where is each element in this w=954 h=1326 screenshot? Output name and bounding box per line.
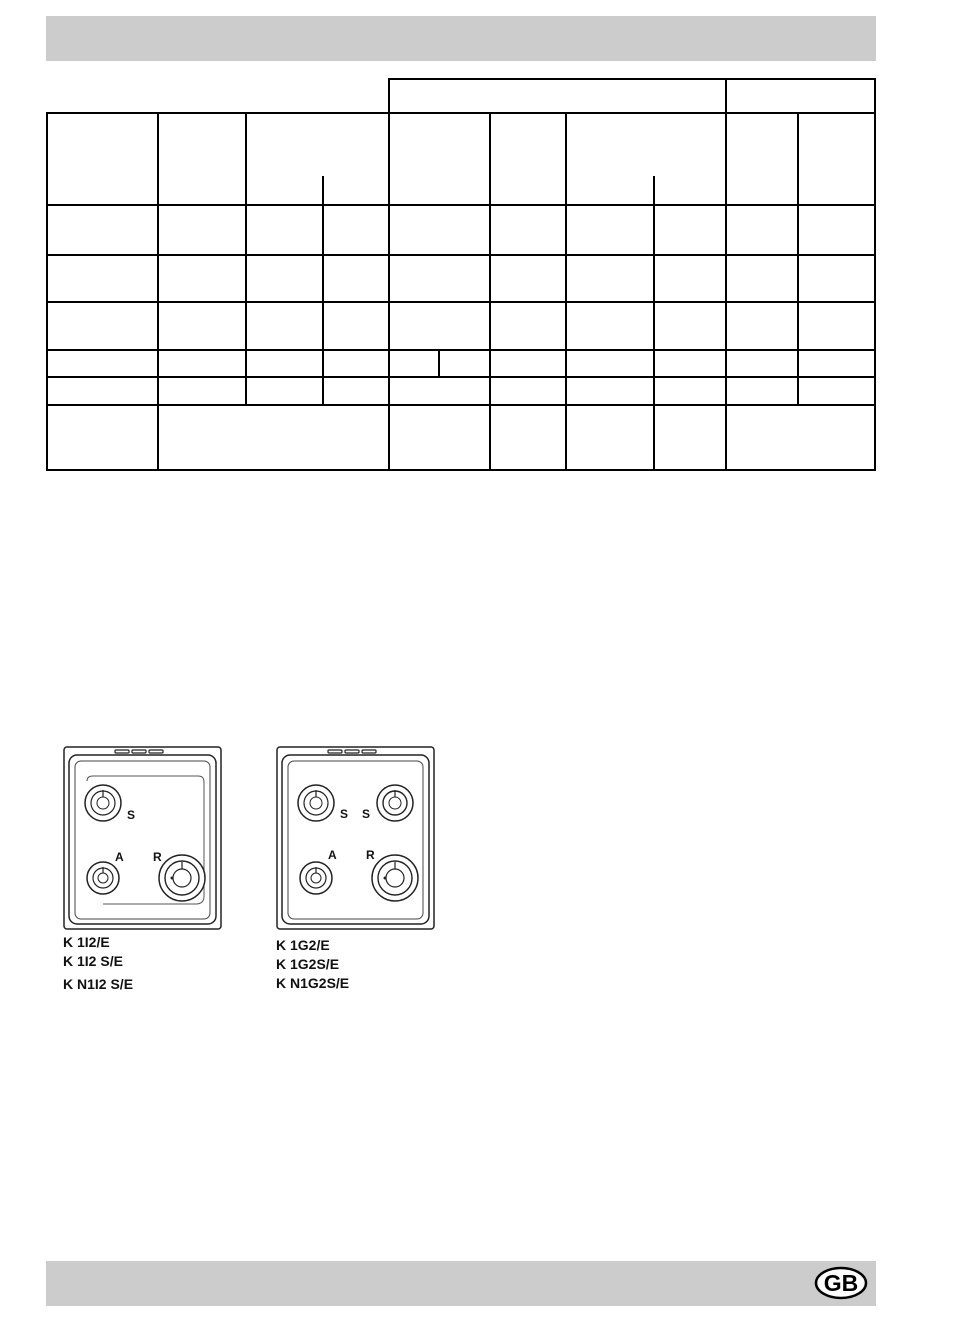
burner-s-right-icon [377, 785, 413, 821]
burner-label-s: S [340, 807, 349, 821]
table-rule [245, 112, 247, 404]
table-rule [46, 204, 876, 206]
model-name: K N1I2 S/E [63, 976, 134, 992]
table-rule [46, 112, 48, 471]
model-name: K 1I2 S/E [63, 953, 123, 969]
table-rule [874, 78, 876, 113]
burner-r-icon [372, 855, 418, 901]
table-rule [46, 254, 876, 256]
footer-bar [46, 1261, 876, 1306]
burner-label-r: R [153, 850, 162, 864]
burner-label-r: R [366, 848, 375, 862]
country-code: GB [823, 1270, 859, 1296]
model-list-left [63, 933, 133, 994]
table-rule [725, 78, 727, 113]
hob-diagram-left [63, 746, 223, 932]
burner-label-a: A [115, 850, 124, 864]
table-rule [46, 376, 876, 378]
table-rule [388, 78, 390, 113]
burner-label-s: S [362, 807, 371, 821]
table-rule [46, 349, 876, 351]
table-rule [797, 112, 799, 404]
table-rule [46, 404, 876, 406]
model-name: K N1G2S/E [276, 975, 350, 991]
burner-label-s: S [127, 808, 136, 822]
table-rule [157, 112, 159, 471]
burner-a-icon [300, 862, 332, 894]
table-rule [322, 176, 324, 404]
model-list-right [276, 936, 349, 993]
burner-s-icon [85, 785, 121, 821]
table-rule [489, 112, 491, 471]
model-name: K 1G2S/E [276, 956, 340, 972]
table-rule [438, 349, 440, 377]
burner-s-left-icon [298, 785, 334, 821]
table-rule [874, 112, 876, 471]
table-rule [46, 469, 876, 471]
model-name: K 1I2/E [63, 934, 110, 950]
burner-label-a: A [328, 848, 337, 862]
table-rule [46, 301, 876, 303]
table-rule [46, 112, 876, 114]
table-rule [653, 176, 655, 471]
table-rule [388, 112, 390, 471]
table-rule [565, 112, 567, 471]
table-rule [725, 112, 727, 471]
table-rule [388, 78, 876, 80]
country-badge [814, 1266, 868, 1300]
burner-specification-table [0, 0, 954, 480]
model-name: K 1G2/E [276, 937, 330, 953]
burner-a-icon [87, 862, 119, 894]
burner-r-icon [159, 855, 205, 901]
hob-diagram-right [276, 746, 436, 932]
